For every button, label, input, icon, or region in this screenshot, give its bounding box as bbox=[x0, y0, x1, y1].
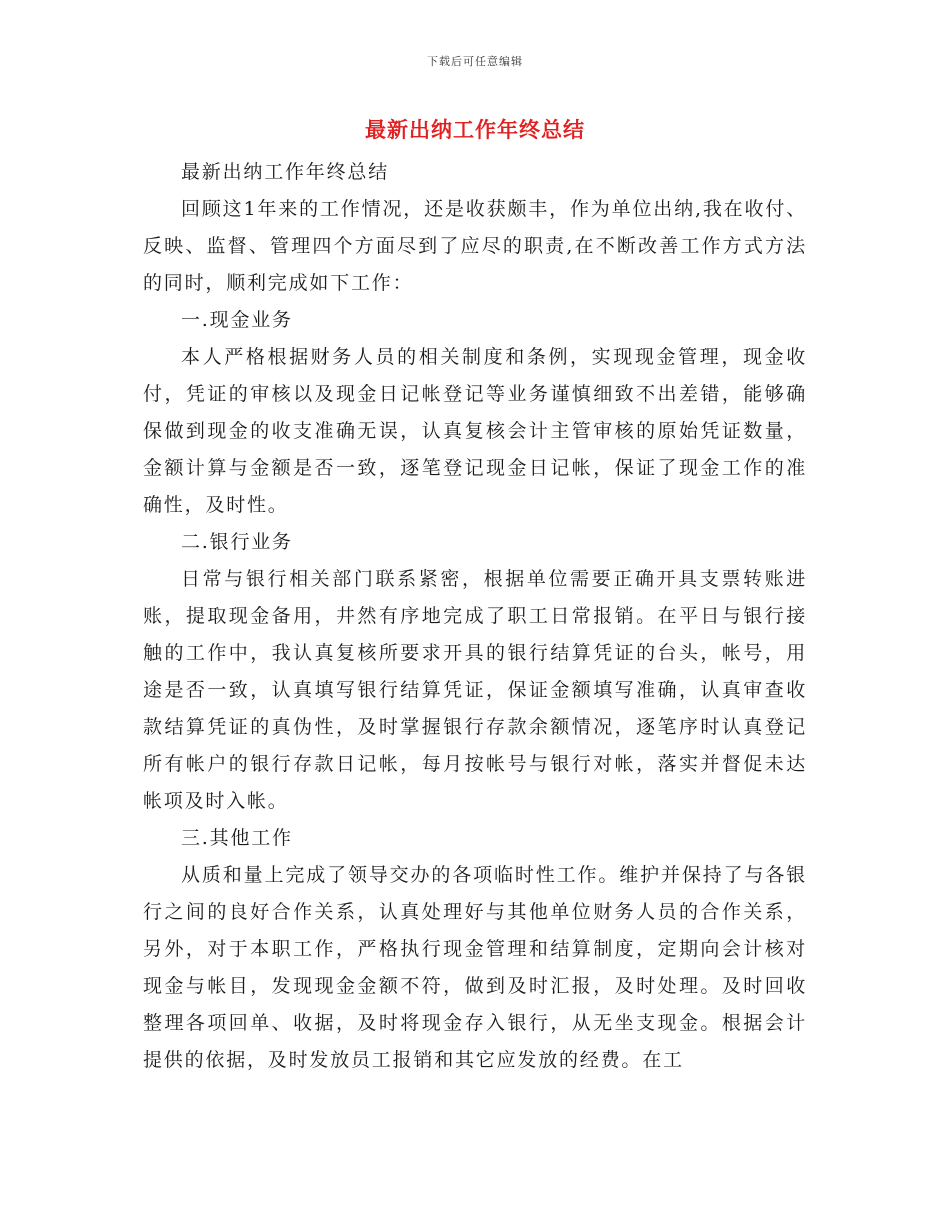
document-title: 最新出纳工作年终总结 bbox=[365, 117, 585, 142]
paragraph-subtitle: 最新出纳工作年终总结 bbox=[181, 161, 390, 183]
paragraph-cash: 本人严格根据财务人员的相关制度和条例，实现现金管理，现金收付，凭证的审核以及现金日记帐登记等业务谨慎细致不出差错，能够确保做到现金的收支准确无误，认真复核会计主管审核的原始凭证数量，金额计算与金额是否一致，逐笔登记现金日记帐，保证了现金工作的准确性，及时性。 bbox=[143, 346, 807, 516]
section-heading-other: 三.其他工作 bbox=[181, 827, 293, 849]
paragraph-bank: 日常与银行相关部门联系紧密，根据单位需要正确开具支票转账进账，提取现金备用，井然有序地完成了职工日常报销。在平日与银行接触的工作中，我认真复核所要求开具的银行结算凭证的台头，帐号，用途是否一致，认真填写银行结算凭证，保证金额填写准确，认真审查收款结算凭证的真伪性，及时掌握银行存款余额情况，逐笔序时认真登记所有帐户的银行存款日记帐，每月按帐号与银行对帐，落实并督促未达帐项及时入帐。 bbox=[143, 568, 807, 812]
paragraph-other: 从质和量上完成了领导交办的各项临时性工作。维护并保持了与各银行之间的良好合作关系，认真处理好与其他单位财务人员的合作关系，另外，对于本职工作，严格执行现金管理和结算制度，定期向会计核对现金与帐目，发现现金金额不符，做到及时汇报，及时处理。及时回收整理各项回单、收据，及时将现金存入银行，从无坐支现金。根据会计提供的依据，及时发放员工报销和其它应发放的经费。在工 bbox=[143, 864, 807, 1071]
section-heading-cash: 一.现金业务 bbox=[181, 309, 293, 331]
paragraph-intro: 回顾这1年来的工作情况，还是收获颇丰，作为单位出纳,我在收付、反映、监督、管理四个方面尽到了应尽的职责,在不断改善工作方式方法的同时，顺利完成如下工作： bbox=[143, 198, 807, 294]
section-heading-bank: 二.银行业务 bbox=[181, 531, 293, 553]
document-body bbox=[143, 154, 807, 1079]
header-note: 下载后可任意编辑 bbox=[427, 55, 523, 68]
